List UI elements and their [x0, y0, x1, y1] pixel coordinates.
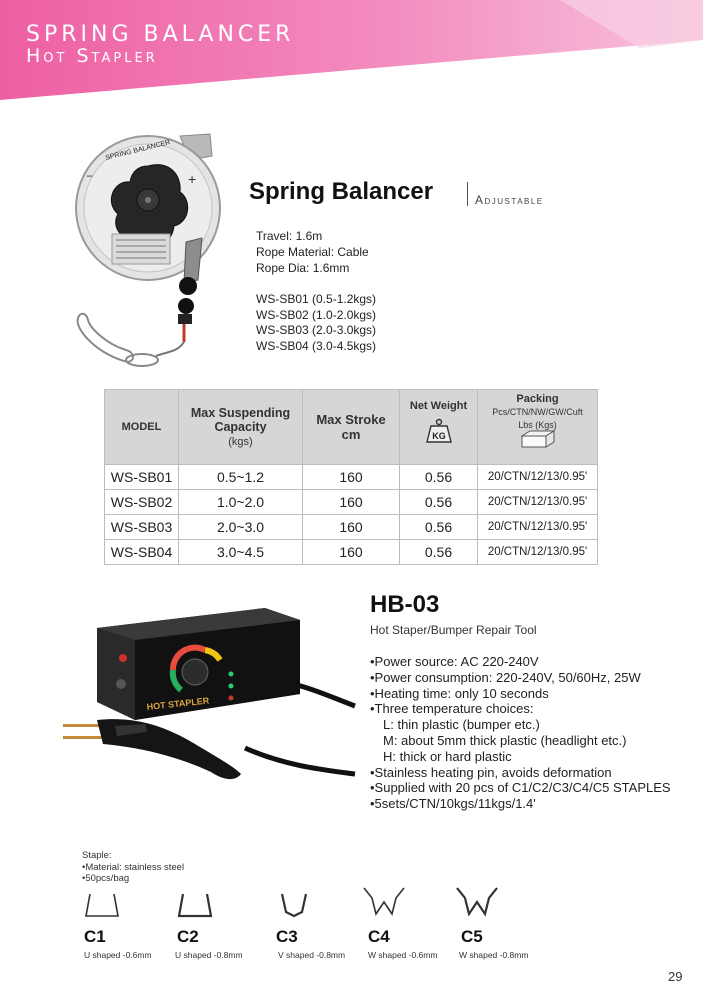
staple-c1-code: C1 — [84, 927, 106, 946]
staple-c5-desc: W shaped -0.8mm — [459, 950, 529, 960]
cell-capacity: 1.0~2.0 — [179, 490, 303, 515]
cell-packing: 20/CTN/12/13/0.95' — [478, 465, 598, 490]
feature-item: H: thick or hard plastic — [383, 748, 512, 764]
hot-stapler-title: HB-03 — [370, 591, 440, 618]
cell-stroke: 160 — [303, 515, 400, 540]
cell-stroke: 160 — [303, 465, 400, 490]
device-label-text: HOT STAPLER — [146, 695, 210, 712]
table-row — [105, 465, 598, 490]
header-capacity-label: Max Suspending Capacity — [190, 406, 291, 434]
staple-c1-desc: U shaped -0.6mm — [84, 950, 152, 960]
cell-packing: 20/CTN/12/13/0.95' — [478, 515, 598, 540]
feature-item: •5sets/CTN/10kgs/11kgs/1.4' — [370, 796, 536, 812]
staple-quantity: •50pcs/bag — [82, 873, 130, 884]
header-capacity — [179, 390, 303, 465]
model-item: WS-SB04 (3.0-4.5kgs) — [256, 338, 377, 353]
header-weight-label: Net Weight — [409, 400, 468, 412]
cell-capacity: 0.5~1.2 — [179, 465, 303, 490]
header-capacity-unit: (kgs) — [228, 436, 253, 448]
spec-travel: Travel: 1.6m — [256, 229, 323, 243]
title-divider — [467, 182, 468, 206]
staple-c1-icon — [84, 890, 124, 920]
header-stroke-unit: cm — [341, 427, 361, 442]
model-item: WS-SB01 (0.5-1.2kgs) — [256, 292, 377, 306]
header-banner — [0, 0, 703, 100]
spring-balancer-title: Spring Balancer — [249, 178, 434, 205]
staple-c2-icon — [177, 890, 217, 920]
spring-balancer-models — [256, 292, 376, 354]
model-item: WS-SB03 (2.0-3.0kgs) — [256, 323, 377, 337]
staple-c3-desc: V shaped -0.8mm — [278, 950, 346, 960]
staple-c2-desc: U shaped -0.8mm — [175, 950, 243, 960]
weight-icon — [426, 418, 452, 444]
banner-title: SPRING BALANCER — [26, 22, 295, 47]
spring-balancer-image — [70, 130, 245, 375]
spec-rope-material: Rope Material: Cable — [256, 245, 369, 259]
header-stroke — [303, 390, 400, 465]
spec-rope-dia: Rope Dia: 1.6mm — [256, 261, 350, 275]
cell-capacity: 3.0~4.5 — [179, 540, 303, 565]
header-packing — [478, 390, 598, 465]
cell-weight: 0.56 — [400, 515, 478, 540]
cell-capacity: 2.0~3.0 — [179, 515, 303, 540]
table-row — [105, 540, 598, 565]
hot-stapler-features — [370, 654, 671, 812]
svg-text:−: − — [86, 169, 94, 183]
cell-packing: 20/CTN/12/13/0.95' — [478, 540, 598, 565]
table-row — [105, 515, 598, 540]
box-icon — [518, 430, 558, 448]
staple-c4-desc: W shaped -0.6mm — [368, 950, 438, 960]
header-weight — [400, 390, 478, 465]
feature-item: •Stainless heating pin, avoids deformation — [370, 764, 612, 780]
feature-item: M: about 5mm thick plastic (headlight etc.) — [383, 732, 627, 748]
feature-item: •Power consumption: 220-240V, 50/60Hz, 25W — [370, 669, 641, 685]
staple-c4-code: C4 — [368, 927, 390, 946]
cell-packing: 20/CTN/12/13/0.95' — [478, 490, 598, 515]
feature-item: •Heating time: only 10 seconds — [370, 685, 549, 701]
spring-balancer-specs — [256, 228, 369, 276]
cell-model: WS-SB01 — [105, 465, 179, 490]
cell-weight: 0.56 — [400, 490, 478, 515]
cell-model: WS-SB02 — [105, 490, 179, 515]
staple-info — [82, 850, 184, 885]
header-model: MODEL — [105, 390, 179, 465]
staple-c5-icon — [455, 884, 503, 924]
staple-c4-icon — [362, 884, 410, 924]
staple-c3-icon — [276, 890, 316, 920]
staple-c3-code: C3 — [276, 927, 298, 946]
header-packing-label: Packing — [516, 393, 559, 405]
cell-weight: 0.56 — [400, 465, 478, 490]
cell-stroke: 160 — [303, 490, 400, 515]
hot-stapler-subtitle: Hot Staper/Bumper Repair Tool — [370, 623, 537, 637]
header-packing-detail: Pcs/CTN/NW/GW/Cuft — [492, 407, 583, 417]
svg-text:+: + — [188, 171, 197, 187]
staple-c5-code: C5 — [461, 927, 483, 946]
cell-model: WS-SB04 — [105, 540, 179, 565]
weight-icon-label: KG — [431, 431, 446, 441]
model-item: WS-SB02 (1.0-2.0kgs) — [256, 307, 377, 322]
feature-item: •Three temperature choices: — [370, 701, 534, 717]
spring-balancer-subtitle: Adjustable — [475, 193, 544, 207]
feature-item: •Power source: AC 220-240V — [370, 654, 539, 669]
cell-stroke: 160 — [303, 540, 400, 565]
staple-material: •Material: stainless steel — [82, 861, 185, 873]
table-row — [105, 490, 598, 515]
banner-subtitle: Hot Stapler — [26, 45, 158, 67]
header-stroke-label: Max Stroke — [316, 412, 386, 427]
feature-item: •Supplied with 20 pcs of C1/C2/C3/C4/C5 STAPLES — [370, 780, 671, 796]
staple-heading: Staple: — [82, 850, 112, 861]
cell-model: WS-SB03 — [105, 515, 179, 540]
feature-item: L: thin plastic (bumper etc.) — [383, 717, 540, 733]
header-packing-unit: Lbs (Kgs) — [518, 420, 557, 430]
staple-c2-code: C2 — [177, 927, 199, 946]
spec-table — [104, 389, 598, 565]
page-number: 29 — [668, 969, 683, 984]
balancer-label-text: SPRING BALANCER — [104, 139, 172, 162]
cell-weight: 0.56 — [400, 540, 478, 565]
hot-stapler-image — [55, 598, 360, 803]
